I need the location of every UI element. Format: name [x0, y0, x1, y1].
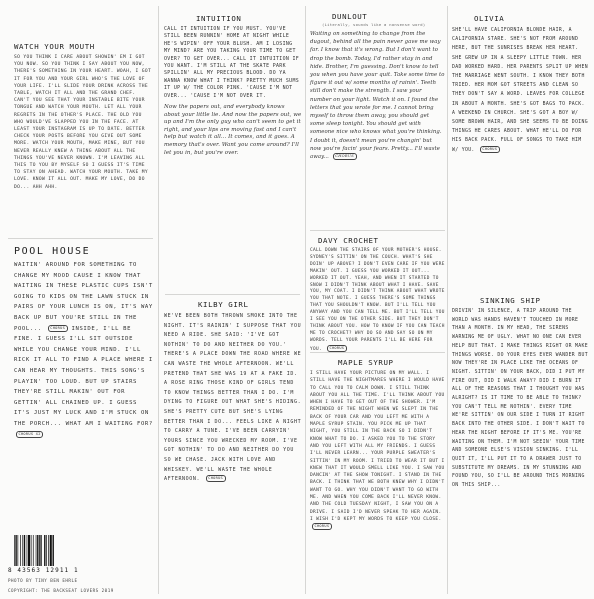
song-lyrics-verse-2: Now the papers out, and everybody knows about your little lie. And now the papers out, we up and I'm the only guy who can't seem to get it right, and your lips are moving fast and I can't help but watch it all... It comes, and it goes. A memory that's over. Want you come around? I'll let you in, but you're over.: [164, 104, 302, 156]
barcode-bar: [22, 535, 23, 566]
song-title: SINKING SHIP: [480, 296, 541, 305]
song-title: KILBY GIRL: [198, 300, 249, 309]
barcode-bar: [50, 535, 52, 566]
song-davy-crochet: [310, 236, 445, 352]
song-lyrics: CALL DOWN THE STAIRS OF YOUR MOTHER'S HOUSE. SYDNEY'S SITTIN' ON THE COUCH. WHAT'S SHE DOIN' UP ABOVE? I DON'T EVEN CARE IF YOU WERE MAKIN' OUT. I GUESS YOU WORKED IT OUT... WORKED IT OUT. YEAH, AND WHEN IT STARTED TO SNOW I DIDN'T THINK ABOUT WHAT I HAVE. SAVE YOU, MY COAT. I DIDN'T THINK ABOUT WHAT WROTE YOU THAT NOTE. I GUESS THERE'S SOME THINGS THAT YOU SHOULDN'T KNOW. BUT I'LL TELL YOU ANYWAY AND YOU CAN TELL ME. BUT I'LL TELL YOU I SEE YOU ON THE OTHER SIDE. BUT THEY DON'T THINK ABOUT YOU. HOW TO KNOW IF YOU CAN TEACH ME TO CROCHET? WHY DO SO AND SAY SO ON MY WORDS. TELL YOUR PARENTS I'LL BE HERE FOR YOU. CHORUS: [310, 248, 445, 352]
divider-horizontal-middle: [165, 294, 300, 295]
barcode-bar: [37, 535, 38, 566]
barcode-bar: [33, 535, 34, 566]
song-title: MAPLE SYRUP: [338, 358, 394, 367]
barcode-bar: [27, 535, 28, 566]
barcode-bar: [24, 535, 25, 566]
chorus-marker: CHORUS: [480, 146, 500, 153]
song-sinking-ship: [452, 296, 588, 592]
chorus-repeat-marker: CHORUS X2: [16, 431, 43, 438]
divider-horizontal-left: [8, 238, 153, 239]
divider-vertical-3: [447, 6, 448, 594]
chorus-marker: CHORUS: [312, 523, 332, 530]
song-lyrics: DRIVIN' IN SILENCE, A TRIP AROUND THE WORLD WAS HANDS HAVEN'T TOUCHED IN MORE THAN A MONTH. IN MY HEAD, THE SIRENS WARNING ME OF UGLY. WHAT NO ONE CAN EVER HELP BUT THAT. I MAKE THINGS RIGHT OR MAKE THINGS WORSE. DO YOUR EYES EVER WANDER BUT NOW THEY'RE IN PLACE LIKE THE OCEANS OF NIGHT. SITTIN' ON YOUR BACK, DID I PUT MY FIRE OUT, DID I WALK AWAY? DID I BURN IT ALL OF THE REASONS THAT I THOUGHT YOU WAS ALRIGHT? IS IT TIME TO BE ABLE TO THINK? YOU CAN'T TELL ME NOTHIN'. EVERY TIME WE'RE SITTIN' ON OUR SIDE I TURN IT RIGHT BACK INTO THE OTHER SIDE. I DON'T WAIT TO HEAR THE NIGHT BEFORE IF IT'S ME. YOU'RE WAITING ON THEM. I'M NOT SEEIN' YOUR TIME AND SOMEONE ELSE'S VISION SINKING. I'LL QUIT IT, I'LL PUT IT TO A DRAWER JUST TO SUBSTITUTE MY DREAMS. IN MY STUNNING AND FOUND YOU, SO I'LL BE AROUND THIS MORNING ON THIS SHIP...: [452, 309, 588, 489]
chorus-marker: CHORUS: [48, 325, 68, 332]
song-lyrics: CALL IT INTUITION IF YOU MUST. YOU'VE STILL BEEN RUNNIN' HOME AT NIGHT WHILE HE'S WIPIN' OFF YOUR BLUSH. AM I LOSING MY MIND? ARE YOU TAKING YOUR TIME TO GET OVER? TO GET OVER... CALL IT INTUITION IF YOU WANT. I'M STILL AT THE SKATE PARK SPILLIN' ALL MY PRECIOUS BLOOD. DO YA WANNA KNOW WHAT I THINK? PRETTY MUCH SUMS IT UP W/ THE COLOR PINK. 'CAUSE I'M NOT OVER... 'CAUSE I'M NOT OVER IT.: [164, 26, 300, 99]
song-intuition: [164, 14, 302, 288]
divider-vertical-1: [158, 6, 159, 594]
song-lyrics: I STILL HAVE YOUR PICTURE ON MY WALL. I STILL HAVE THE NIGHTMARES WHERE I WOULD HAVE TO CALL YOU TO CALM DOWN. I STILL THINK ABOUT YOU ALL THE TIME. I'LL THINK ABOUT YOU WHEN I HAVE TO GET OUT OF THE SHOWER. I'M REMINDED OF THE NIGHT WHEN WE SLEPT IN THE BACK OF YOUR CAR AND YOU LEFT ME WITH A MAPLE SYRUP STAIN. YOU PICK ME UP THAT NIGHT, YOU STILL IN THE BACK SO I DIDN'T KNOW WHAT TO DO. I ASKED YOU TO THE STORY AND YOU LEFT WITH ALL MY FRIENDS. I GUESS I'LL NEVER LEARN... YOUR PURPLE SWEATER'S SITTIN' IN MY ROOM. I TRIED TO WEAR IT BUT I KNEW THAT IT WOULD SMELL LIKE YOU. I SAW YOU DANCIN' AT THE SHOW TONIGHT. I STAND IN THE BACK. I THINK THAT WE BOTH KNEW WHY I DIDN'T WANT TO GO. WHY YOU DIDN'T WANT TO GO WITH ME. AND WHEN YOU COME BACK I'LL NEVER KNOW. AND THE COLD TUESDAY NIGHT, I SAW YOU ON A DRIVE. I SAID I'D NEVER SPEAK TO HER AGAIN. I WISH I'D KEPT MY WORDS TO KEEP YOU CLOSE. CHORUS: [310, 371, 445, 529]
barcode-bar: [14, 535, 15, 566]
barcode-bar: [36, 535, 37, 566]
barcode-bar: [28, 535, 30, 566]
song-lyrics: WE'VE BEEN BOTH THROWN SMOKE INTO THE NIGHT. IT'S RAININ' I SUPPOSE THAT YOU NEED A RIDE. SHE SAID: 'I'VE GOT NOTHIN' TO DO AND NEITHER DO YOU.' THERE'S A PLACE DOWN THE ROAD WHERE WE CAN WASTE THE WHOLE AFTERNOON. WE'LL PRETEND THAT SHE WAS 19 AT A FAKE ID. A ROSE RING THOSE KIND OF GIRLS TEND TO KNOW THINGS BETTER THAN I DO. I'M DYING TO FIGURE OUT WHAT SHE'S HIDING. SHE'S PRETTY CUTE BUT SHE'S LYING BETTER THAN I DO... FEELS LIKE A NIGHT TO CARRY A TUNE. I'VE BEEN CARRYIN' YOURS SINCE YOU WRECKED MY ROOM. I'VE GOT NOTHIN' TO DO AND NEITHER DO YOU SO WE CHASE. JACK WITH LOVE AND WHISKEY. WE'LL WASTE THE WHOLE AFTERNOON. CHORUS: [164, 313, 302, 483]
copyright-notice: COPYRIGHT: THE BACKSEAT LOVERS 2019: [8, 588, 114, 593]
chorus-marker: CHORUS: [327, 345, 347, 352]
barcode-bar: [53, 535, 54, 566]
barcode: [8, 535, 79, 575]
song-title: INTUITION: [196, 14, 242, 23]
barcode-bars-icon: [14, 535, 70, 566]
song-olivia: [452, 14, 588, 272]
divider-horizontal-right: [310, 230, 445, 231]
song-title: WATCH YOUR MOUTH: [14, 42, 95, 51]
chorus-marker: CHORUS: [206, 475, 226, 482]
song-kilby-girl: [164, 300, 302, 592]
song-pool-house: [14, 246, 154, 532]
song-lyrics: WAITIN' AROUND FOR SOMETHING TO CHANGE MY MOOD CAUSE I KNOW THAT WAITING IN THESE PLASTIC CUPS ISN'T GOING TO KIDS ON THE LAWN STUCK IN PAIRS OF YOUR LUNCH IS ON, IT'S WAY BACK UP BUT YOU'RE STILL IN THE POOL... CHORUS INSIDE, I'LL BE FINE. I GUESS I'LL SIT OUTSIDE WHILE YOU CHANGE YOUR MIND. I'LL RICK IT ALL TO FIND A PLACE WHERE I CAN HEAR MY THOUGHTS. THIS SONG'S PLAYIN' TOO LOUD. BUT UP STAIRS THEY'RE STILL MAKIN' OUT FOR GETTIN' ALL CHAINED UP. I GUESS IT'S JUST MY LUCK AND I'M STUCK ON THE PORCH... WHAT AM I WAITING FOR? CHORUS X2: [14, 262, 153, 436]
song-title: POOL HOUSE: [14, 246, 91, 257]
song-maple-syrup: [310, 358, 445, 592]
barcode-bar: [31, 535, 32, 566]
song-subtitle: (Literally, sounds like a nonsense word): [322, 22, 426, 27]
barcode-bar: [46, 535, 47, 566]
song-title: DAVY CROCHET: [318, 236, 379, 245]
song-watch-your-mouth: [14, 42, 154, 232]
song-lyrics: SO YOU THINK I CARE ABOUT SHOWIN' EM I GOT YOU NOW. SO YOU THINK I SAY ABOUT YOU NOW, THERE'S SOMETHING IN YOUR HEART. WOAH, I GOT IT FOR YOU AND YOUR GIRL WHO'S THE LOVE OF YOUR LIFE. I'LL SLIDE YOUR DRINK ACROSS THE TABLE, WATCH IT ALL AND THE GRAND CHEF. CAN'T YOU SEE THAT YOUR INSTABLE BITE YOUR TONGUE AND WATCH YOUR MOUTH. LET ALL YOUR REGRETS IN THE OTHER'S PLACE. THE OLD YOU WHO WOULD'VE SLAPPED YOU IN THE FACE. AT LEAST YOUR INSTAGRAM IS UP TO DATE. BETTER CHECK YOUR POSTS BEFORE YOU GIVE OUT SOME MORE. WATCH YOUR MOUTH, MAKE MINE, BUT YOU NEVER REALLY KNEW A THING ABOUT ALL THE THINGS YOU'VE NEVER KNOWN. I'M LEAVING ALL THIS TO YOU BY MYSELF SO I GUESS IT'S TIME TO STAY ON AHEAD. WATCH YOUR MOUTH. TAKE MY LOVE. KNOW IT ALL OUT. MAKE MY LOVE, DO DO DO... AHH AHH.: [14, 55, 152, 190]
barcode-bar: [48, 535, 49, 566]
barcode-bar: [41, 535, 42, 566]
song-dunlout: [310, 12, 445, 226]
song-lyrics: Waiting on something to change from the dugout, behind all the pain never gave me way far. I know that it's wrong. But I don't want to drop the bomb. Today, I'd rather stay in and hide. Brother, I'm guessing. Don't know to tell you when you have your quit. Take some time to figure it out w/ some months of rainin'. Teeth still don't make the strength. I saw your number on your light. Watch it on. I found the letters that you wrote for me. I cannot bring myself to throw them away, you should get some sleep tonight. You should get with someone nice who knows what you're thinking. I doubt it, doesn't mean you're changin' but now you're facin' your fears. Pretty... I'll waste away... CHORUS: [310, 31, 445, 161]
barcode-bar: [18, 535, 19, 566]
chorus-marker: CHORUS: [333, 153, 357, 160]
divider-vertical-2: [305, 6, 306, 594]
barcode-bar: [39, 535, 40, 566]
barcode-number: 8 43563 12911 1: [8, 567, 79, 574]
barcode-bar: [20, 535, 21, 566]
barcode-bar: [15, 535, 16, 566]
song-title: OLIVIA: [474, 14, 505, 23]
song-lyrics: SHE'LL HAVE CALIFORNIA BLONDE HAIR, A CALIFORNIA STARE. SHE'S NOT FROM AROUND HERE, BUT THE SUNRISES BREAK HER HEART. SHE GREW UP IN A SLEEPY LITTLE TOWN. HER DAD WORKED HARD. HER PARENTS SPLIT UP WHEN THE MARRIAGE WENT SOUTH. I KNOW THEY BOTH TRIED. HER MOM GOT STREETS AND CLEAN SO THEY DON'T SAY A WORD. LEAVES FOR COLLEGE IN ABOUT A MONTH. SHE'S GOT BAGS TO PACK. A WEEKEND IN CHURCH. SHE'S GOT A BOY W/ SOME BROWN HAIR, AND SHE SEEMS TO BE DOING THINGS HE CARES ABOUT. WHAT HE'LL DO FOR HIS BACK PACK. FULL OF SONGS TO TAKE HIM W/ YOU. CHORUS: [452, 28, 588, 153]
photo-credit: PHOTO BY TINY BEN EHRLE: [8, 578, 78, 583]
song-title: DUNLOUT: [332, 12, 368, 21]
barcode-bar: [44, 535, 45, 566]
